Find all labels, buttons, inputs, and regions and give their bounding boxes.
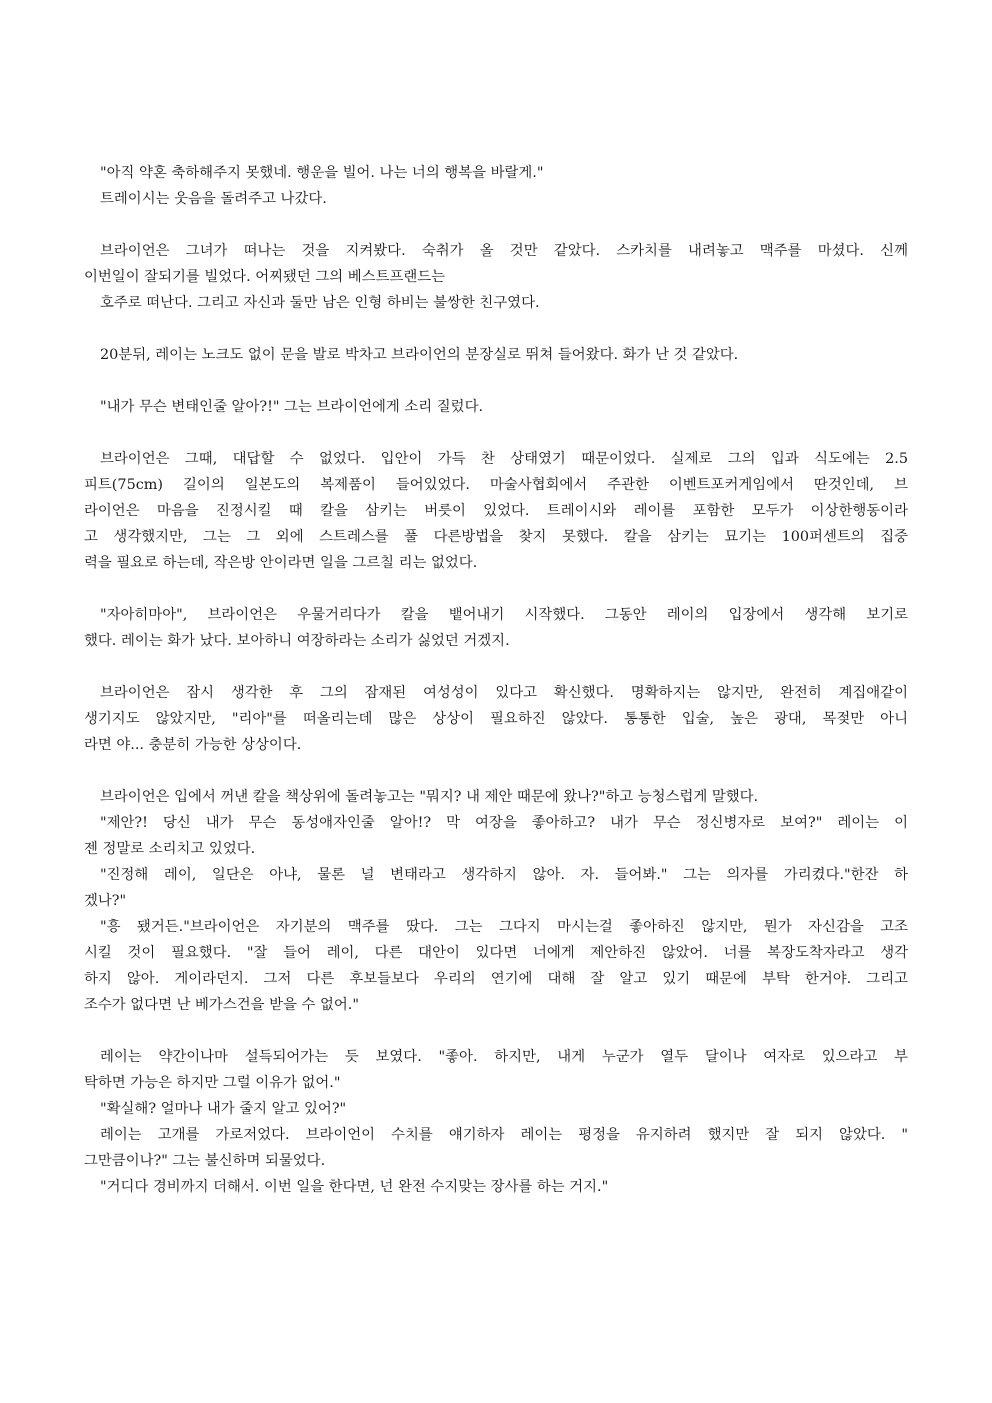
- text-line: 브라이언은 그녀가 떠나는 것을 지켜봤다. 숙취가 올 것만 같았다. 스카치를 내려놓고 맥주를 마셨다. 신께: [100, 243, 908, 259]
- text-line: 겠나?": [84, 893, 127, 909]
- text-line: 라이언은 마음을 진정시킬 때 칼을 삼키는 버릇이 있었다. 트레이시와 레이를 포함한 모두가 이상한행동이라: [84, 503, 908, 519]
- text-line: 레이는 고개를 가로저었다. 브라이언이 수치를 얘기하자 레이는 평정을 유지하려 했지만 잘 되지 않았다. ": [100, 1127, 908, 1143]
- text-line: 젠 정말로 소리치고 있었다.: [84, 841, 256, 857]
- text-line: 그만큼이나?" 그는 불신하며 되물었다.: [84, 1153, 326, 1169]
- blank-line: [84, 420, 908, 446]
- text-line: "확실해? 얼마나 내가 줄지 알고 있어?": [100, 1101, 347, 1117]
- blank-line: [84, 758, 908, 784]
- text-line: 이번일이 잘되기를 빌었다. 어찌됐던 그의 베스트프랜드는: [84, 269, 446, 285]
- blank-line: [84, 654, 908, 680]
- text-line: 호주로 떠난다. 그리고 자신과 둘만 남은 인형 하비는 불쌍한 친구였다.: [100, 295, 540, 311]
- text-line: "내가 무슨 변태인줄 알아?!" 그는 브라이언에게 소리 질렀다.: [100, 399, 484, 415]
- text-line: 탁하면 가능은 하지만 그럴 이유가 없어.": [84, 1075, 341, 1091]
- text-line: 조수가 없다면 난 베가스건을 받을 수 없어.": [84, 997, 359, 1013]
- text-line: 레이는 약간이나마 설득되어가는 듯 보였다. "좋아. 하지만, 내게 누군가 열두 달이나 여자로 있으라고 부: [100, 1049, 908, 1065]
- text-line: 브라이언은 그때, 대답할 수 없었다. 입안이 가득 찬 상태였기 때문이었다. 실제로 그의 입과 식도에는 2.5: [100, 451, 908, 467]
- text-line: 브라이언은 입에서 꺼낸 칼을 책상위에 돌려놓고는 "뭐지? 내 제안 때문에 왔나?"하고 능청스럽게 말했다.: [100, 789, 759, 805]
- blank-line: [84, 1018, 908, 1044]
- text-line: 라면 야... 충분히 가능한 상상이다.: [84, 737, 302, 753]
- text-line: 피트(75cm) 길이의 일본도의 복제품이 들어있었다. 마술사협회에서 주관한 이벤트포커게임에서 딴것인데, 브: [84, 477, 908, 493]
- text-line: 했다. 레이는 화가 났다. 보아하니 여장하라는 소리가 싫었던 거겠지.: [84, 633, 510, 649]
- text-line: "자아히마아", 브라이언은 우물거리다가 칼을 뱉어내기 시작했다. 그동안 레이의 입장에서 생각해 보기로: [100, 607, 908, 623]
- text-line: 20분뒤, 레이는 노크도 없이 문을 발로 박차고 브라이언의 분장실로 뛰쳐 들어왔다. 화가 난 것 같았다.: [100, 347, 739, 363]
- blank-line: [84, 576, 908, 602]
- text-line: 하지 않아. 게이라던지. 그저 다른 후보들보다 우리의 연기에 대해 잘 알고 있기 때문에 부탁 한거야. 그리고: [84, 971, 908, 987]
- text-line: 시킬 것이 필요했다. "잘 들어 레이, 다른 대안이 있다면 너에게 제안하진 않았어. 너를 복장도착자라고 생각: [84, 945, 908, 961]
- text-line: "흥 됐거든."브라이언은 자기분의 맥주를 땄다. 그는 그다지 마시는걸 좋아하진 않지만, 뭔가 자신감을 고조: [100, 919, 908, 935]
- text-line: 트레이시는 웃음을 돌려주고 나갔다.: [100, 191, 327, 207]
- text-line: "진정해 레이, 일단은 아냐, 물론 널 변태라고 생각하지 않아. 자. 들어봐." 그는 의자를 가리켰다."한잔 하: [100, 867, 908, 883]
- text-line: 브라이언은 잠시 생각한 후 그의 잠재된 여성성이 있다고 확신했다. 명확하지는 않지만, 완전히 계집애같이: [100, 685, 908, 701]
- text-line: "아직 약혼 축하해주지 못했네. 행운을 빌어. 나는 너의 행복을 바랄게.": [100, 165, 544, 181]
- document-body: [84, 160, 908, 1200]
- text-line: "거디다 경비까지 더해서. 이번 일을 한다면, 넌 완전 수지맞는 장사를 하는 거지.": [100, 1179, 609, 1195]
- blank-line: [84, 316, 908, 342]
- text-line: 력을 필요로 하는데, 작은방 안이라면 일을 그르칠 리는 없었다.: [84, 555, 478, 571]
- text-line: "제안?! 당신 내가 무슨 동성애자인줄 알아!? 막 여장을 좋아하고? 내가 무슨 정신병자로 보여?" 레이는 이: [100, 815, 908, 831]
- text-line: 생기지도 않았지만, "리아"를 떠올리는데 많은 상상이 필요하진 않았다. 통통한 입술, 높은 광대, 목젖만 아니: [84, 711, 908, 727]
- text-line: 고 생각했지만, 그는 그 외에 스트레스를 풀 다른방법을 찾지 못했다. 칼을 삼키는 묘기는 100퍼센트의 집중: [84, 529, 908, 545]
- blank-line: [84, 212, 908, 238]
- blank-line: [84, 368, 908, 394]
